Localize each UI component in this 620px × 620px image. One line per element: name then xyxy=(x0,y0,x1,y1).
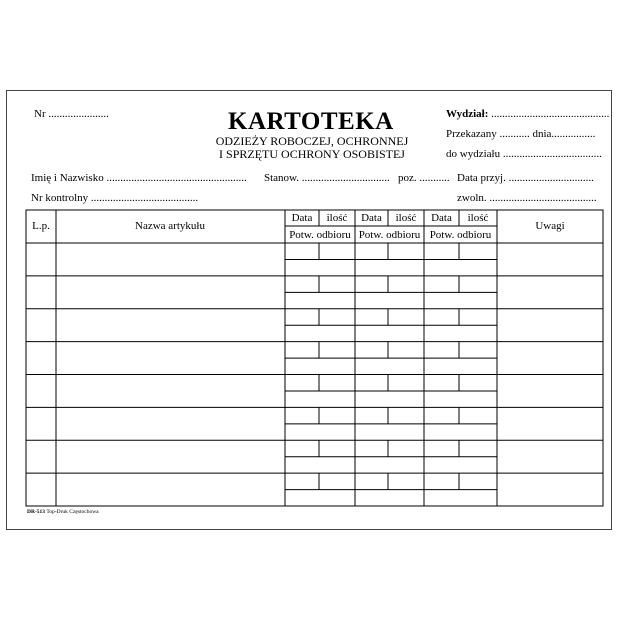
form-code: DR-513 xyxy=(27,509,46,515)
data-zwolnienia-field: zwoln. ....................................... xyxy=(457,192,597,204)
header-uwagi: Uwagi xyxy=(535,220,565,232)
header-lp: L.p. xyxy=(32,220,50,232)
header-potw-odbioru-3: Potw. odbioru xyxy=(429,229,492,241)
header-data-2: Data xyxy=(361,212,382,224)
header-data-1: Data xyxy=(291,212,313,224)
header-potw-odbioru-1: Potw. odbioru xyxy=(289,229,351,241)
form-footer xyxy=(27,509,99,515)
header-data-3: Data xyxy=(431,212,452,224)
form-title: KARTOTEKA xyxy=(228,108,394,135)
header-ilosc-3: ilość xyxy=(467,212,489,224)
data-przyjecia-field: Data przyj. ............................... xyxy=(457,172,594,184)
wydzial-dots: ........................................... xyxy=(491,108,610,120)
form-subtitle-line1: ODZIEŻY ROBOCZEJ, OCHRONNEJ xyxy=(215,134,409,148)
do-wydzialu-field: do wydziału .................................... xyxy=(446,148,602,160)
nr-field: Nr ...................... xyxy=(34,108,109,120)
nr-kontrolny-field: Nr kontrolny ....................................... xyxy=(31,192,199,204)
przekazany-field: Przekazany ........... dnia................ xyxy=(446,128,596,140)
imie-nazwisko-field: Imię i Nazwisko ................................................... xyxy=(31,172,247,184)
printer-name: Top-Druk Częstochowa xyxy=(46,509,99,515)
header-potw-odbioru-2: Potw. odbioru xyxy=(358,229,421,241)
form-subtitle-line2: I SPRZĘTU OCHRONY OSOBISTEJ xyxy=(219,147,405,161)
header-nazwa-artykulu: Nazwa artykułu xyxy=(135,220,205,232)
stanowisko-field: Stanow. ................................ xyxy=(264,172,390,184)
pozycja-field: poz. ........... xyxy=(398,172,450,184)
wydzial-label: Wydział: xyxy=(446,108,489,120)
header-ilosc-2: ilość xyxy=(395,212,417,224)
header-ilosc-1: ilość xyxy=(326,212,348,224)
